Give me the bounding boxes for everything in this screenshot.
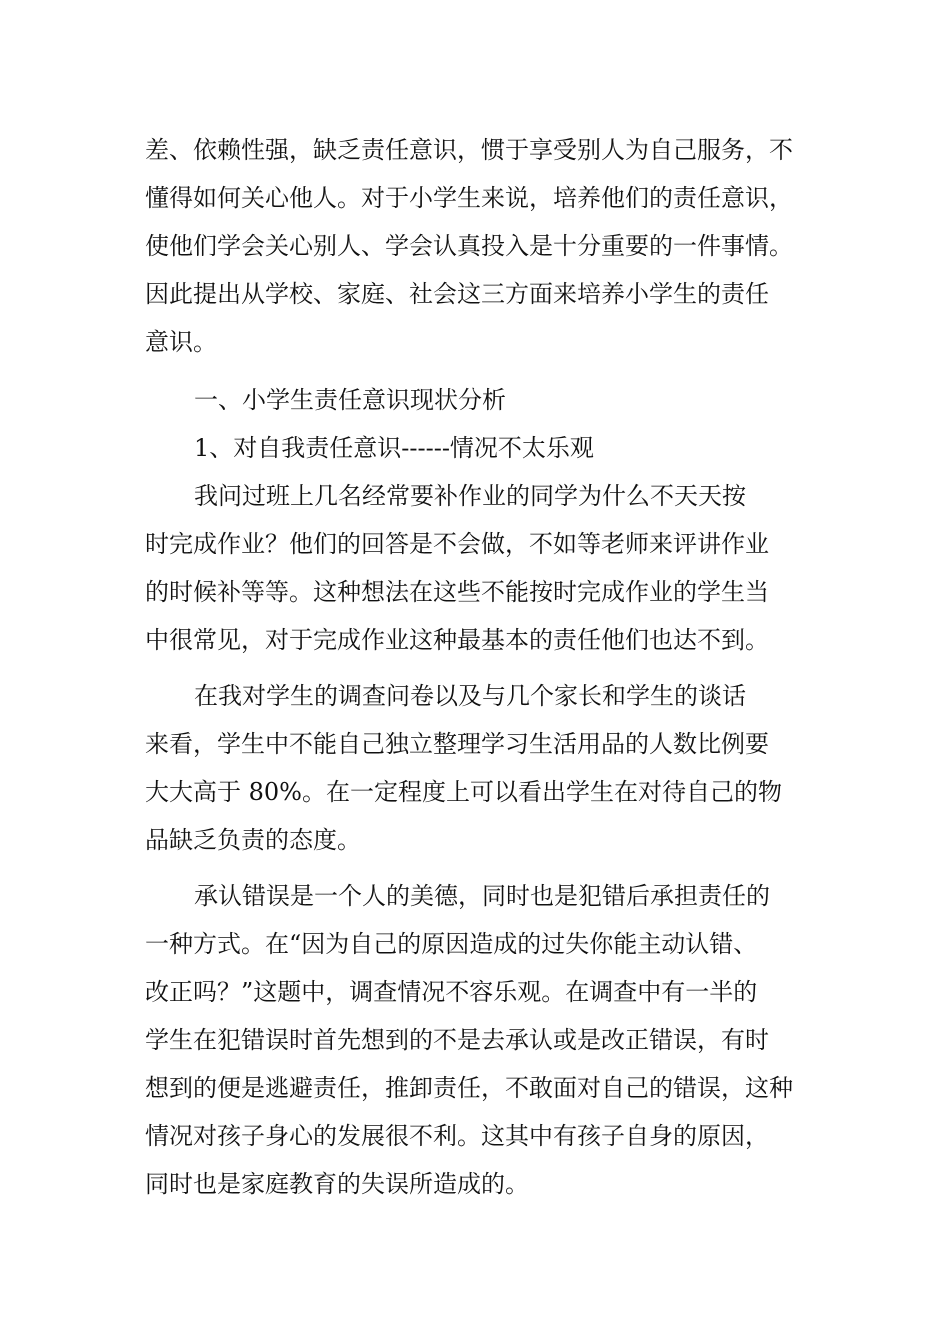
text-line: 差、依赖性强，缺乏责任意识，惯于享受别人为自己服务，不 xyxy=(145,136,793,164)
text-line: 来看，学生中不能自己独立整理学习生活用品的人数比例要 xyxy=(145,730,769,758)
text-line: 想到的便是逃避责任，推卸责任，不敢面对自己的错误，这种 xyxy=(145,1074,793,1102)
text-line: 懂得如何关心他人。对于小学生来说，培养他们的责任意识， xyxy=(145,184,793,212)
text-line: 时完成作业？他们的回答是不会做，不如等老师来评讲作业 xyxy=(145,530,769,558)
text-line: 品缺乏负责的态度。 xyxy=(145,826,361,854)
text-line: 大大高于 80%。在一定程度上可以看出学生在对待自己的物 xyxy=(145,778,782,806)
text-line: 情况对孩子身心的发展很不利。这其中有孩子自身的原因， xyxy=(145,1122,769,1150)
text-line: 一种方式。在“因为自己的原因造成的过失你能主动认错、 xyxy=(145,930,758,958)
text-line: 同时也是家庭教育的失误所造成的。 xyxy=(145,1170,529,1198)
section-heading: 一、小学生责任意识现状分析 xyxy=(194,386,506,414)
text-line: 在我对学生的调查问卷以及与几个家长和学生的谈话 xyxy=(194,682,746,710)
text-line: 因此提出从学校、家庭、社会这三方面来培养小学生的责任 xyxy=(145,280,769,308)
text-line: 改正吗？”这题中，调查情况不容乐观。在调查中有一半的 xyxy=(145,978,758,1006)
text-line: 学生在犯错误时首先想到的不是去承认或是改正错误，有时 xyxy=(145,1026,769,1054)
text-line: 意识。 xyxy=(145,328,217,356)
text-line: 使他们学会关心别人、学会认真投入是十分重要的一件事情。 xyxy=(145,232,793,260)
text-line: 承认错误是一个人的美德，同时也是犯错后承担责任的 xyxy=(194,882,770,910)
subsection-heading: 1、对自我责任意识------情况不太乐观 xyxy=(194,434,594,462)
text-line: 的时候补等等。这种想法在这些不能按时完成作业的学生当 xyxy=(145,578,769,606)
text-line: 我问过班上几名经常要补作业的同学为什么不天天按 xyxy=(194,482,746,510)
text-line: 中很常见，对于完成作业这种最基本的责任他们也达不到。 xyxy=(145,626,769,654)
